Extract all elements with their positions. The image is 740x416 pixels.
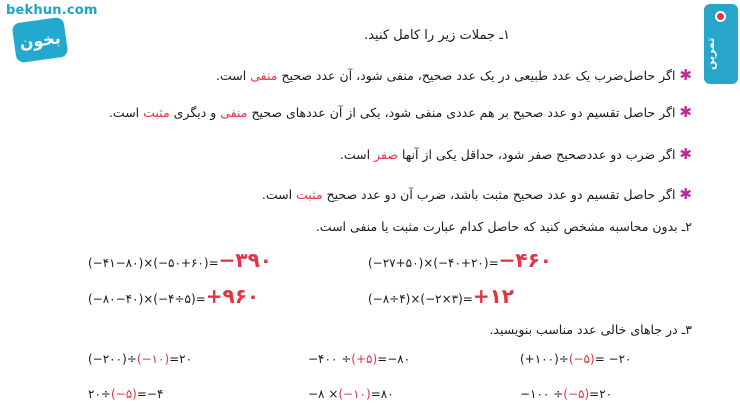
- q1-item-1: [216, 66, 692, 84]
- q3-eq-4: [88, 387, 163, 401]
- q1-item-4-answer: مثبت: [296, 187, 323, 202]
- q3-eq-5-answer: (−۱۰): [338, 387, 371, 401]
- q3-eq-4-pre: ۲۰÷: [88, 387, 111, 401]
- q1-item-1-answer: منفی: [250, 68, 278, 83]
- q3-eq-1-pre: (−۲۰۰)÷: [88, 352, 137, 366]
- logo-badge: بخون: [11, 17, 68, 64]
- q3-eq-3-answer: (−۵): [568, 352, 595, 366]
- q3-eq-1-post: =۲۰: [169, 352, 193, 366]
- q2-expr-2: [368, 248, 552, 272]
- q1-item-3-text: اگر ضرب دو عدد‌صحیح صفر شود، حداقل یکی از آنها: [401, 147, 676, 162]
- q1-item-2: [109, 103, 692, 121]
- q1-item-4-text: اگر حاصل تقسیم دو عدد صحیح مثبت باشد، ضرب آن دو عدد صحیح: [326, 187, 676, 202]
- q3-eq-3-pre: (+۱۰۰)÷: [520, 352, 569, 366]
- star-icon: ✱: [679, 145, 692, 163]
- q1-item-4: [262, 185, 692, 203]
- q3-eq-2-post: =−۸۰: [377, 352, 411, 366]
- site-name: bekhun.com: [6, 3, 98, 18]
- q1-item-1-text: اگر حاصل‌ضرب یک عدد طبیعی در یک عدد صحیح، منفی شود، آن عدد صحیح: [281, 68, 676, 83]
- q3-eq-2-pre: −۴۰۰ ÷: [308, 352, 352, 366]
- q2-expr-1-text: (−۴۱−۸۰)×(−۵۰+۶۰)=: [88, 256, 219, 270]
- q3-eq-1-answer: (−۱۰): [136, 352, 170, 366]
- q1-item-2-text: اگر حاصل تقسیم دو عدد صحیح بر هم عددی منفی شود، یکی از آن عددهای صحیح: [251, 105, 676, 120]
- exercise-tab: [704, 4, 738, 84]
- q2-title: ۲ـ بدون محاسبه مشخص کنید که حاصل کدام عبارت مثبت یا منفی است.: [315, 219, 692, 234]
- q3-eq-4-answer: (−۵): [110, 387, 137, 401]
- q2-expr-2-text: (−۲۷+۵۰)×(−۴۰+۲۰)=: [368, 256, 499, 270]
- q1-item-1-end: است.: [216, 68, 247, 83]
- q3-eq-6: [520, 387, 612, 401]
- q2-expr-4-text: (−۸÷۴)×(−۲×۳)=: [368, 292, 473, 306]
- q3-eq-3-post: = −۲۰: [594, 352, 632, 366]
- tab-dot-icon: [715, 11, 726, 22]
- q1-item-2-mid: و دیگری: [173, 105, 217, 120]
- q1-item-3-answer: صفر: [374, 147, 398, 162]
- q3-eq-5-post: =۸۰: [370, 387, 394, 401]
- q1-item-2-answer-2: مثبت: [143, 105, 170, 120]
- q1-item-2-answer: منفی: [220, 105, 248, 120]
- q3-eq-6-answer: (−۵): [563, 387, 590, 401]
- q3-eq-6-post: =۲۰: [589, 387, 613, 401]
- q2-expr-1-answer: −۳۹۰: [218, 248, 273, 272]
- q2-expr-3-text: (−۸۰−۴۰)×(−۴÷۵)=: [88, 292, 206, 306]
- q2-expr-4-answer: +۱۲: [472, 284, 515, 308]
- q1-item-2-end: است.: [108, 105, 140, 120]
- bekhun-logo: [0, 0, 118, 62]
- tab-label: تمرین: [704, 37, 717, 71]
- q1-title: ۱ـ جملات زیر را کامل کنید.: [364, 28, 510, 43]
- q3-title: ۳ـ در جاهای خالی عدد مناسب بنویسید.: [489, 322, 692, 337]
- q3-eq-3: [520, 352, 632, 366]
- star-icon: ✱: [679, 103, 692, 121]
- q1-item-3-end: است.: [339, 147, 371, 162]
- q3-eq-1: [88, 352, 192, 366]
- q2-expr-3: [88, 284, 259, 308]
- q3-eq-2-answer: (+۵): [351, 352, 378, 366]
- q3-eq-5-pre: −۸ ×: [308, 387, 339, 401]
- q2-expr-2-answer: −۴۶۰: [498, 248, 553, 272]
- star-icon: ✱: [679, 185, 692, 203]
- q2-expr-3-answer: +۹۶۰: [205, 284, 260, 308]
- q3-eq-2: [308, 352, 410, 366]
- q3-eq-6-pre: −۱۰۰ ÷: [520, 387, 564, 401]
- q1-item-3: [340, 145, 692, 163]
- q1-item-4-end: است.: [261, 187, 293, 202]
- q3-eq-4-post: =−۴: [136, 387, 164, 401]
- q3-eq-5: [308, 387, 394, 401]
- q2-expr-4: [368, 284, 514, 308]
- star-icon: ✱: [679, 66, 692, 84]
- q2-expr-1: [88, 248, 272, 272]
